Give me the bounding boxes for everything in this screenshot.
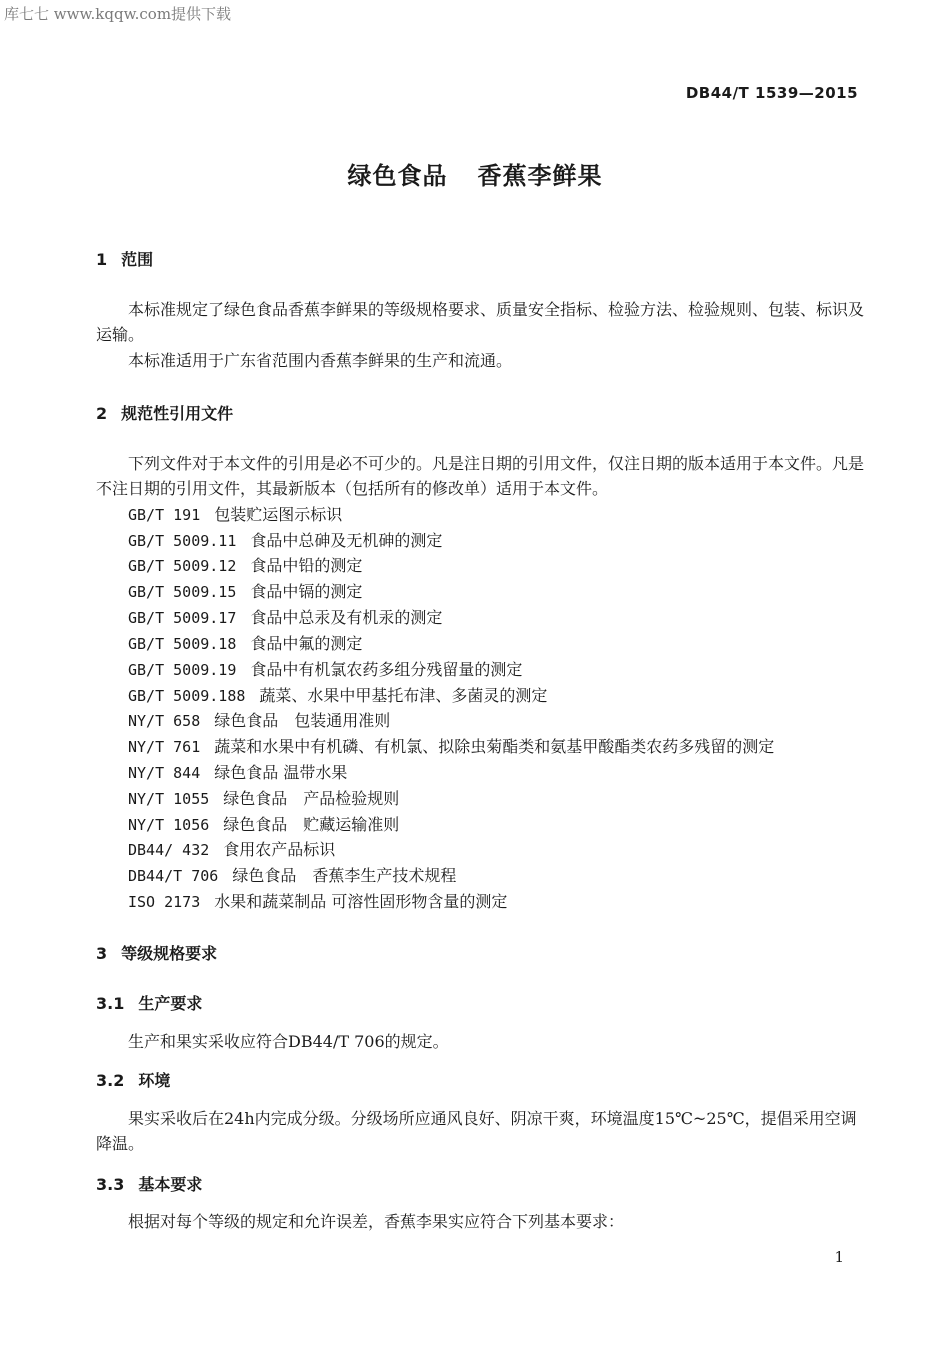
reference-item [128,863,456,889]
reference-name: 食品中有机氯农药多组分残留量的测定 [250,660,523,679]
reference-code: ISO 2173 [128,893,201,911]
reference-item [128,528,442,554]
reference-code: NY/T 844 [128,764,201,782]
page-number: 1 [834,1248,844,1266]
reference-item [128,734,774,760]
reference-name: 蔬菜和水果中有机磷、有机氯、拟除虫菊酯类和氨基甲酸酯类农药多残留的测定 [214,737,775,756]
section-title: 规范性引用文件 [121,404,234,423]
document-title [0,156,950,191]
section-3-1-paragraph: 生产和果实采收应符合DB44/T 706的规定。 [128,1032,449,1051]
reference-item [128,812,399,838]
section-3-heading [96,941,217,964]
section-number: 3.1 [96,994,125,1013]
reference-name: 食用农产品标识 [223,840,336,859]
section-number: 2 [96,404,108,423]
section-title: 等级规格要求 [121,944,218,963]
reference-item [128,837,335,863]
section-title: 生产要求 [138,994,203,1013]
title-part-1: 绿色食品 [347,162,448,190]
reference-name: 水果和蔬菜制品 可溶性固形物含量的测定 [214,892,508,911]
watermark-text: 库七七 www.kqqw.com提供下载 [4,5,232,23]
reference-code: GB/T 5009.15 [128,583,237,601]
reference-name: 蔬菜、水果中甲基托布津、多菌灵的测定 [259,686,548,705]
section-3-3-paragraph: 根据对每个等级的规定和允许误差，香蕉李果实应符合下列基本要求： [128,1212,625,1231]
reference-item [128,579,362,605]
reference-code: GB/T 5009.19 [128,661,237,679]
reference-name: 绿色食品 包装通用准则 [214,711,391,730]
section-title: 基本要求 [138,1175,203,1194]
reference-item [128,708,390,734]
section-title: 范围 [121,250,154,269]
section-3-2-paragraph: 果实采收后在24h内完成分级。分级场所应通风良好、阴凉干爽，环境温度15℃~25℃，提倡采用空调降温。 [96,1109,857,1153]
reference-item [128,760,347,786]
reference-item [128,889,507,915]
reference-code: NY/T 1055 [128,790,210,808]
section-2-heading [96,401,233,424]
section-2-paragraph-1: 下列文件对于本文件的引用是必不可少的。凡是注日期的引用文件，仅注日期的版本适用于本文件。凡是不注日期的引用文件，其最新版本（包括所有的修改单）适用于本文件。 [96,454,865,498]
reference-code: GB/T 5009.11 [128,532,237,550]
reference-name: 绿色食品 产品检验规则 [223,789,400,808]
reference-code: NY/T 658 [128,712,201,730]
reference-name: 食品中氟的测定 [250,634,363,653]
reference-item [128,553,362,579]
reference-item [128,657,522,683]
section-title: 环境 [138,1071,171,1090]
title-part-2: 香蕉李鲜果 [477,162,603,190]
section-number: 3.2 [96,1071,125,1090]
reference-code: GB/T 5009.188 [128,687,246,705]
reference-code: DB44/T 706 [128,867,219,885]
reference-item [128,605,442,631]
section-1-paragraph-2: 本标准适用于广东省范围内香蕉李鲜果的生产和流通。 [128,351,513,370]
section-3-2-heading [96,1068,170,1091]
reference-code: DB44/ 432 [128,841,210,859]
reference-name: 包装贮运图示标识 [214,505,343,524]
section-number: 1 [96,250,108,269]
reference-name: 食品中铅的测定 [250,556,363,575]
section-number: 3 [96,944,108,963]
section-number: 3.3 [96,1175,125,1194]
reference-name: 绿色食品 贮藏运输准则 [223,815,400,834]
reference-item [128,502,342,528]
reference-name: 食品中总汞及有机汞的测定 [250,608,443,627]
reference-code: GB/T 5009.18 [128,635,237,653]
reference-code: NY/T 1056 [128,816,210,834]
reference-code: GB/T 5009.17 [128,609,237,627]
reference-item [128,786,399,812]
standard-code: DB44/T 1539—2015 [685,84,858,102]
section-1-heading [96,247,153,270]
reference-name: 绿色食品 温带水果 [214,763,348,782]
section-1-paragraph-1: 本标准规定了绿色食品香蕉李鲜果的等级规格要求、质量安全指标、检验方法、检验规则、包装、标识及运输。 [96,300,865,344]
reference-name: 食品中镉的测定 [250,582,363,601]
reference-item [128,631,362,657]
reference-name: 绿色食品 香蕉李生产技术规程 [232,866,457,885]
reference-code: NY/T 761 [128,738,201,756]
reference-code: GB/T 191 [128,506,201,524]
reference-code: GB/T 5009.12 [128,557,237,575]
section-3-3-heading [96,1172,202,1195]
reference-item [128,683,547,709]
section-3-1-heading [96,991,202,1014]
reference-name: 食品中总砷及无机砷的测定 [250,531,443,550]
